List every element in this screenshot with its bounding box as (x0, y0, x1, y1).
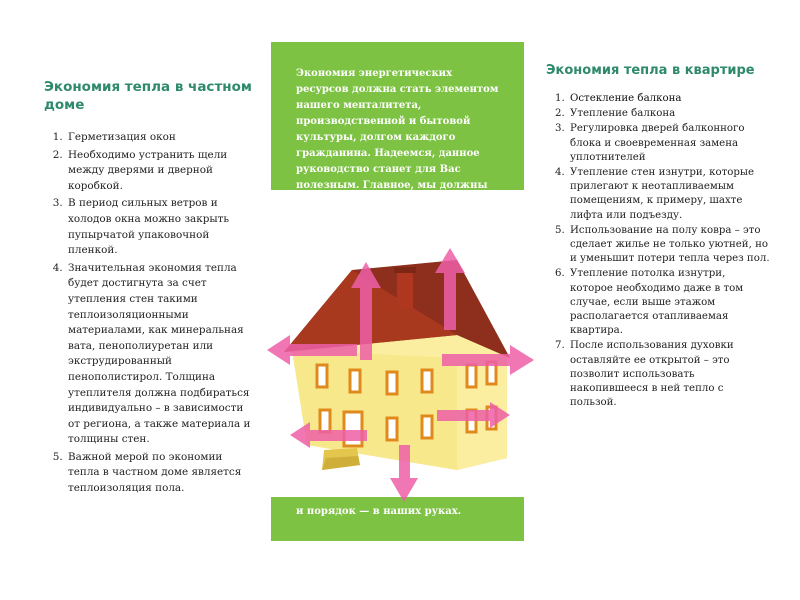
right-column (546, 62, 771, 411)
list-item: 5. Важной мерой по экономии тепла в частном доме является теплоизоляция пола. (66, 450, 254, 497)
right-list (546, 92, 771, 410)
center-quote-end: и порядок — в наших руках. (296, 506, 462, 517)
list-item: 4. Утепление стен изнутри, которые прилегают к неотапливаемым помещениям, к примеру, шахте лифта или подъезду. (568, 166, 771, 223)
left-title: Экономия тепла в частном доме (44, 79, 252, 113)
list-item: 1. Остекление балкона (568, 92, 771, 106)
left-column (44, 78, 254, 499)
list-item: 3. В период сильных ветров и холодов окна можно закрыть пупырчатой упаковочной пленкой. (66, 196, 254, 258)
list-item: 2. Необходимо устранить щели между дверями и дверной коробкой. (66, 148, 254, 195)
center-quote: Экономия энергетических ресурсов должна стать элементом нашего менталитета, производственной и бытовой культуры, долгом каждого гражданина. Надеемся, данное руководство станет для Вас полезным. Главное, мы должны помнить: наше жилье, наш комфорт (296, 68, 499, 223)
list-item: 4. Значительная экономия тепла будет достигнута за счет утепления стен такими теплоизоляционными материалами, как минеральная вата, пенополиуретан или экструдированный пенополистирол. Толщина утеплителя должна подбираться индивидуально – в зависимости от региона, а также материала и толщины стен. (66, 261, 254, 448)
right-title: Экономия тепла в квартире (546, 63, 755, 78)
house-heat-loss-illustration (262, 240, 542, 510)
list-item: 7. После использования духовки оставляйте ее открытой – это позволит использовать накопившееся в ней тепло с пользой. (568, 339, 771, 410)
list-item: 1. Герметизация окон (66, 130, 254, 146)
list-item: 5. Использование на полу ковра – это сделает жилье не только уютней, но и уменьшит потери тепла через пол. (568, 224, 771, 267)
chimney (397, 270, 413, 308)
left-list (44, 130, 254, 497)
list-item: 3. Регулировка дверей балконного блока и своевременная замена уплотнителей (568, 122, 771, 165)
list-item: 2. Утепление балкона (568, 107, 771, 121)
list-item: 6. Утепление потолка изнутри, которое необходимо даже в том случае, если выше этажом располагается отапливаемая квартира. (568, 267, 771, 338)
